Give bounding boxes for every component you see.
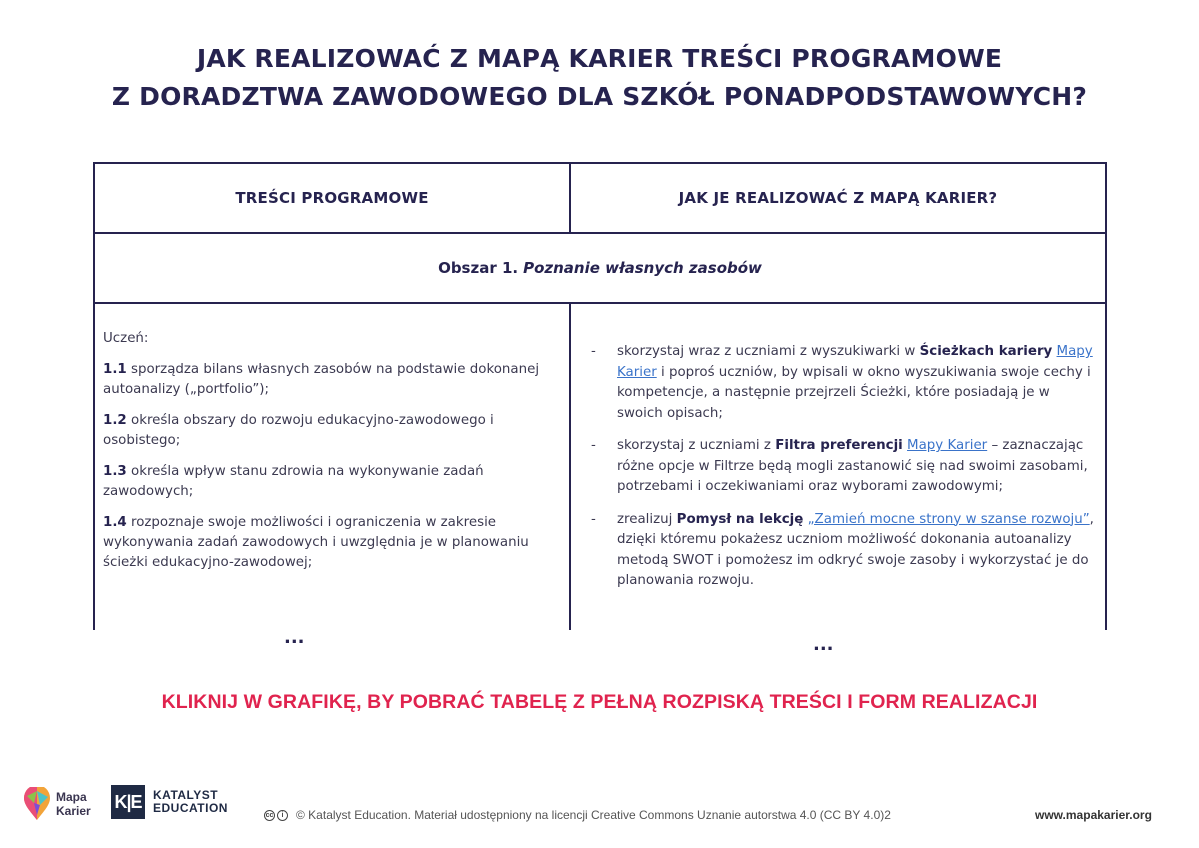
bullet-bold: Pomysł na lekcję bbox=[676, 511, 804, 527]
logo2-line1: KATALYST bbox=[153, 788, 219, 802]
list-item bbox=[103, 462, 553, 502]
bullet-dash: - bbox=[591, 438, 596, 453]
bullet-text: zrealizuj bbox=[617, 511, 673, 527]
list-item bbox=[103, 360, 553, 400]
bullet-bold: Ścieżkach kariery bbox=[919, 344, 1053, 359]
website-link[interactable]: www.mapakarier.org bbox=[1035, 808, 1152, 822]
bullet-bold: Filtra preferencji bbox=[775, 438, 903, 453]
bullet-text: skorzystaj z uczniami z bbox=[617, 438, 771, 453]
item-text: określa wpływ stanu zdrowia na wykonywanie zadań zawodowych; bbox=[103, 464, 484, 499]
item-text: rozpoznaje swoje możliwości i ograniczenia w zakresie wykonywania zadań zawodowych i uwzględnia je w planowaniu ścieżki edukacyjno-zawodowej; bbox=[103, 515, 529, 570]
left-more-ellipsis: ... bbox=[284, 627, 305, 648]
list-item bbox=[589, 510, 1099, 592]
item-number: 1.1 bbox=[103, 362, 127, 377]
item-number: 1.4 bbox=[103, 515, 127, 530]
list-item bbox=[589, 342, 1099, 424]
bullet-text: , dzięki któremu pokażesz uczniom możliwość dokonania autoanalizy metodą SWOT i pomożesz im odkryć swoje zasoby i wykorzystać je do planowania rozwoju. bbox=[617, 511, 1094, 588]
column-header-content: TREŚCI PROGRAMOWE bbox=[95, 164, 571, 232]
item-number: 1.3 bbox=[103, 464, 127, 479]
realization-column bbox=[589, 342, 1099, 604]
area-heading bbox=[95, 234, 1105, 302]
column-divider bbox=[569, 304, 571, 630]
lesson-idea-link[interactable]: „Zamień mocne strony w szanse rozwoju” bbox=[807, 511, 1090, 527]
student-intro: Uczeń: bbox=[103, 331, 149, 346]
area-prefix: Obszar 1. bbox=[438, 259, 519, 277]
item-text: sporządza bilans własnych zasobów na podstawie dokonanej autoanalizy („portfolio”); bbox=[103, 362, 540, 397]
cta-text[interactable]: KLIKNIJ W GRAFIKĘ, BY POBRAĆ TABELĘ Z PEŁNĄ ROZPISKĄ TREŚCI I FORM REALIZACJI bbox=[161, 691, 1038, 713]
map-pin-icon bbox=[22, 787, 52, 821]
bullet-dash: - bbox=[591, 511, 596, 527]
table-divider bbox=[95, 302, 1105, 304]
item-number: 1.2 bbox=[103, 413, 127, 428]
bullet-text: i poproś uczniów, by wpisali w okno wyszukiwania swoje cechy i kompetencje, a następnie przejrzeli Ścieżki, które posiadają je w swoich opisach; bbox=[617, 364, 1091, 421]
bullet-text: – zaznaczając różne opcje w Filtrze będą mogli zastanowić się nad swoimi zasobami, potrzebami i oczekiwaniami oraz wyborami zawodowymi; bbox=[617, 438, 1088, 494]
title-line-1: JAK REALIZOWAĆ Z MAPĄ KARIER TREŚCI PROGRAMOWE bbox=[196, 44, 1003, 73]
logo2-line2: EDUCATION bbox=[153, 801, 228, 815]
logo1-line2: Karier bbox=[56, 804, 91, 818]
license-text bbox=[264, 808, 891, 822]
mapy-karier-link[interactable]: Mapy Karier bbox=[907, 438, 988, 453]
list-item bbox=[103, 513, 553, 573]
license-copy: © Katalyst Education. Materiał udostępniony na licencji Creative Commons Uznanie autorstwa 4.0 (CC BY 4.0)2 bbox=[296, 808, 891, 822]
column-header-realization: JAK JE REALIZOWAĆ Z MAPĄ KARIER? bbox=[678, 189, 998, 207]
bullet-dash: - bbox=[591, 344, 596, 359]
logo1-line1: Mapa bbox=[56, 790, 87, 804]
cc-glyph: cc bbox=[265, 811, 274, 819]
katalyst-mark: K|E bbox=[111, 785, 145, 819]
katalyst-logo bbox=[111, 784, 228, 820]
title-line-2: Z DORADZTWA ZAWODOWEGO DLA SZKÓŁ PONADPODSTAWOWYCH? bbox=[111, 82, 1088, 111]
download-table-link[interactable] bbox=[0, 691, 1199, 714]
creative-commons-icon bbox=[264, 810, 290, 821]
area-name: Poznanie własnych zasobów bbox=[523, 259, 762, 277]
list-item bbox=[589, 436, 1099, 498]
mapa-karier-logo bbox=[22, 782, 102, 826]
curriculum-table[interactable] bbox=[93, 162, 1107, 630]
content-column bbox=[103, 329, 553, 584]
item-text: określa obszary do rozwoju edukacyjno-zawodowego i osobistego; bbox=[103, 413, 494, 448]
by-glyph: i bbox=[277, 810, 288, 821]
page-title bbox=[0, 40, 1199, 116]
right-more-ellipsis: ... bbox=[813, 634, 834, 655]
mapy-karier-link[interactable]: Mapy Karier bbox=[617, 344, 1093, 380]
bullet-text: skorzystaj wraz z uczniami z wyszukiwarki w bbox=[617, 344, 916, 359]
list-item bbox=[103, 411, 553, 451]
footer bbox=[0, 770, 1199, 830]
